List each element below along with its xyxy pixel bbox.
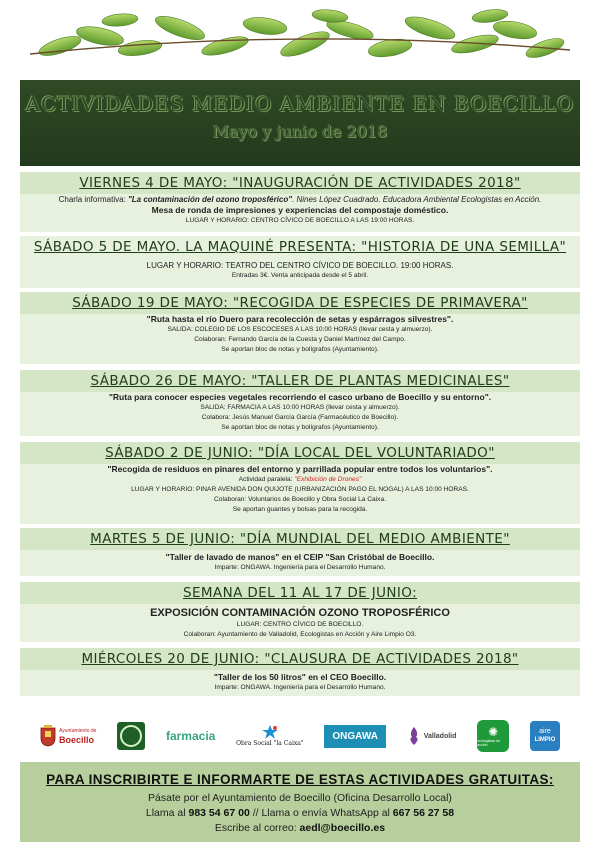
event-heading: SÁBADO 2 DE JUNIO: "DÍA LOCAL DEL VOLUNTARIADO" [105, 445, 495, 461]
event-historia-semilla [20, 236, 580, 288]
logo-obra-social-caixa: Obra Social "la Caixa" [236, 725, 304, 747]
event-heading: MIÉRCOLES 20 DE JUNIO: "CLAUSURA DE ACTIVIDADES 2018" [81, 651, 519, 667]
page-subtitle: Mayo y junio de 2018 [212, 122, 388, 141]
sun-icon: ✺ [488, 725, 499, 739]
event-line: "Recogida de residuos en pinares del entorno y parrillada popular entre todos los voluntarios". [107, 464, 493, 474]
event-line: LUGAR: CENTRO CÍVICO DE BOECILLO. [236, 621, 364, 628]
event-line: Se aportan guantes y bolsas para la recogida. [232, 506, 368, 513]
footer-line-email: Escribe al correo: aedl@boecillo.es [214, 822, 386, 834]
event-line: Actividad paralela: "Exhibición de Drones" [238, 476, 362, 483]
event-inauguracion [20, 172, 580, 232]
header-banner [20, 80, 580, 166]
page-title: ACTIVIDADES MEDIO AMBIENTE EN BOECILLO [25, 92, 575, 116]
footer-line-visit: Pásate por el Ayuntamiento de Boecillo (Oficina Desarrollo Local) [148, 792, 452, 804]
event-heading: SEMANA DEL 11 AL 17 DE JUNIO: [182, 585, 418, 601]
event-heading: SÁBADO 5 DE MAYO. LA MAQUINÉ PRESENTA: "HISTORIA DE UNA SEMILLA" [33, 239, 567, 255]
registration-footer [20, 762, 580, 842]
event-line: Se aportan bloc de notas y bolígrafos (Ayuntamiento). [221, 424, 379, 431]
logo-valladolid: Valladolid [407, 727, 457, 745]
event-especies-primavera [20, 292, 580, 364]
sponsor-logos [40, 716, 560, 756]
event-line: Colaboran: Voluntarios de Boecillo y Obra Social La Caixa. [214, 496, 386, 503]
event-line: SALIDA: COLEGIO DE LOS ESCOCESES A LAS 10:00 HORAS (llevar cesta y almuerzo). [167, 326, 433, 333]
event-line: Colaboran: Fernando García de la Cuesta y Daniel Martínez del Campo. [194, 336, 406, 343]
event-plantas-medicinales [20, 370, 580, 436]
event-heading: VIERNES 4 DE MAYO: "INAUGURACIÓN DE ACTIVIDADES 2018" [79, 175, 521, 191]
event-heading: MARTES 5 DE JUNIO: "DÍA MUNDIAL DEL MEDIO AMBIENTE" [90, 531, 510, 547]
logo-ongawa: ONGAWA [324, 725, 386, 748]
footer-title: PARA INSCRIBIRTE E INFORMARTE DE ESTAS ACTIVIDADES GRATUITAS: [46, 772, 554, 787]
event-line: LUGAR Y HORARIO: CENTRO CÍVICO DE BOECILLO A LAS 19:00 HORAS. [185, 217, 415, 224]
flame-icon [407, 727, 421, 745]
event-line: Imparte: ONGAWA. Ingeniería para el Desarrollo Humano. [214, 684, 386, 691]
event-heading: SÁBADO 26 DE MAYO: "TALLER DE PLANTAS MEDICINALES" [90, 373, 510, 389]
event-line: Imparte: ONGAWA. Ingeniería para el Desarrollo Humano. [214, 564, 386, 571]
event-heading: SÁBADO 19 DE MAYO: "RECOGIDA DE ESPECIES DE PRIMAVERA" [72, 295, 528, 311]
event-dia-mundial [20, 528, 580, 576]
event-line: LUGAR Y HORARIO: PINAR AVENIDA DON QUIJOTE (URBANIZACIÓN PAGO EL NOGAL) A LAS 10:00 HORAS. [131, 486, 469, 493]
leaves-banner [30, 6, 570, 64]
event-line: "Ruta para conocer especies vegetales recorriendo el casco urbano de Boecillo y su entorno". [108, 392, 492, 402]
event-clausura [20, 648, 580, 696]
event-line: EXPOSICIÓN CONTAMINACIÓN OZONO TROPOSFÉRICO [150, 607, 450, 619]
event-line: LUGAR Y HORARIO: TEATRO DEL CENTRO CÍVICO DE BOECILLO. 19:00 HORAS. [146, 261, 454, 270]
seal-icon [117, 722, 145, 750]
event-line: "Taller de los 50 litros" en el CEO Boecillo. [213, 672, 387, 682]
email-link[interactable]: aedl@boecillo.es [299, 822, 386, 834]
event-line: "Ruta hasta el río Duero para recolección de setas y espárragos silvestres". [146, 314, 454, 324]
logo-farmacia: farmacia [165, 729, 216, 743]
event-line: Se aportan bloc de notas y bolígrafos (Ayuntamiento). [221, 346, 379, 353]
footer-line-phone: Llama al 983 54 67 00 // Llama o envía WhatsApp al 667 56 27 58 [145, 807, 455, 819]
event-line: Entradas 3€. Venta anticipada desde el 5 abril. [231, 272, 369, 279]
logo-ecologistas: ✺ ecologistas en acción [477, 720, 509, 752]
star-icon [261, 725, 279, 739]
coat-of-arms-icon [40, 725, 56, 747]
event-voluntariado [20, 442, 580, 524]
phone-number[interactable]: 983 54 67 00 [188, 807, 250, 819]
event-line: Charla informativa: "La contaminación del ozono troposférico". Nines López Cuadrado. Educadora Ambiental Ecologistas en Acción. [58, 195, 542, 204]
logo-aire-limpio: aire LIMPIO [530, 721, 560, 751]
logo-ayuntamiento-boecillo: Ayuntamiento de Boecillo [40, 725, 96, 747]
whatsapp-number[interactable]: 667 56 27 58 [392, 807, 455, 819]
logo-green-badge [117, 722, 145, 750]
event-line: "Taller de lavado de manos" en el CEIP "San Cristóbal de Boecillo. [165, 552, 435, 562]
event-line: Mesa de ronda de impresiones y experiencias del compostaje doméstico. [151, 205, 449, 215]
event-line: Colabora: Jesús Manuel García García (Farmacéutico de Boecillo). [201, 414, 399, 421]
event-line: SALIDA: FARMACIA A LAS 10:00 HORAS (llevar cesta y almuerzo). [200, 404, 400, 411]
event-exposicion [20, 582, 580, 642]
event-line: Colaboran: Ayuntamiento de Valladolid, Ecologistas en Acción y Aire Limpio O3. [183, 631, 417, 638]
